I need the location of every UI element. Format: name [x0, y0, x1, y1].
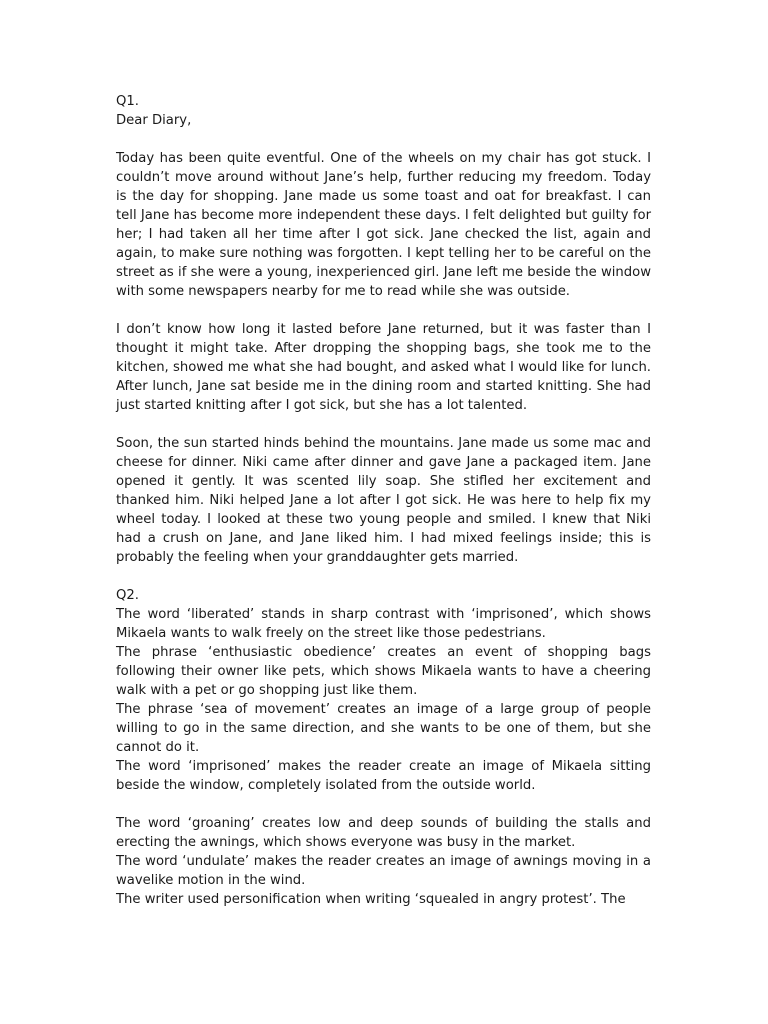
q1-heading: Q1.	[116, 94, 139, 109]
diary-salutation: Dear Diary,	[116, 113, 192, 128]
q1-paragraph-2: I don’t know how long it lasted before Jane returned, but it was faster than I thought it might take. After dropping the shopping bags, she took me to the kitchen, showed me what she had bought, and asked what I would like for lunch. After lunch, Jane sat beside me in the dining room and started knitting. She had just started knitting after I got sick, but she has a lot talented.	[116, 322, 651, 413]
q2-point-4: The word ‘imprisoned’ makes the reader create an image of Mikaela sitting beside the window, completely isolated from the outside world.	[116, 759, 651, 793]
spacer	[116, 567, 651, 586]
spacer	[116, 415, 651, 434]
q2-point-1: The word ‘liberated’ stands in sharp contrast with ‘imprisoned’, which shows Mikaela wants to walk freely on the street like those pedestrians.	[116, 607, 651, 641]
spacer	[116, 795, 651, 814]
q1-paragraph-1: Today has been quite eventful. One of the wheels on my chair has got stuck. I couldn’t move around without Jane’s help, further reducing my freedom. Today is the day for shopping. Jane made us some toast and oat for breakfast. I can tell Jane has become more independent these days. I felt delighted but guilty for her; I had taken all her time after I got sick. Jane checked the list, again and again, to make sure nothing was forgotten. I kept telling her to be careful on the street as if she were a young, inexperienced girl. Jane left me beside the window with some newspapers nearby for me to read while she was outside.	[116, 151, 651, 299]
q2-point-3: The phrase ‘sea of movement’ creates an image of a large group of people willing to go in the same direction, and she wants to be one of them, but she cannot do it.	[116, 702, 651, 755]
q2-point-7: The writer used personification when writing ‘squealed in angry protest’. The	[116, 892, 626, 907]
spacer	[116, 130, 651, 149]
spacer	[116, 301, 651, 320]
q1-paragraph-3: Soon, the sun started hinds behind the mountains. Jane made us some mac and cheese for dinner. Niki came after dinner and gave Jane a packaged item. Jane opened it gently. It was scented lily soap. She stifled her excitement and thanked him. Niki helped Jane a lot after I got sick. He was here to help fix my wheel today. I looked at these two young people and smiled. I knew that Niki had a crush on Jane, and Jane liked him. I had mixed feelings inside; this is probably the feeling when your granddaughter gets married.	[116, 436, 651, 565]
document-page	[116, 92, 651, 909]
q2-heading: Q2.	[116, 588, 139, 603]
q2-point-6: The word ‘undulate’ makes the reader creates an image of awnings moving in a wavelike motion in the wind.	[116, 854, 651, 888]
q2-point-5: The word ‘groaning’ creates low and deep sounds of building the stalls and erecting the awnings, which shows everyone was busy in the market.	[116, 816, 651, 850]
q2-point-2: The phrase ‘enthusiastic obedience’ creates an event of shopping bags following their owner like pets, which shows Mikaela wants to have a cheering walk with a pet or go shopping just like them.	[116, 645, 651, 698]
